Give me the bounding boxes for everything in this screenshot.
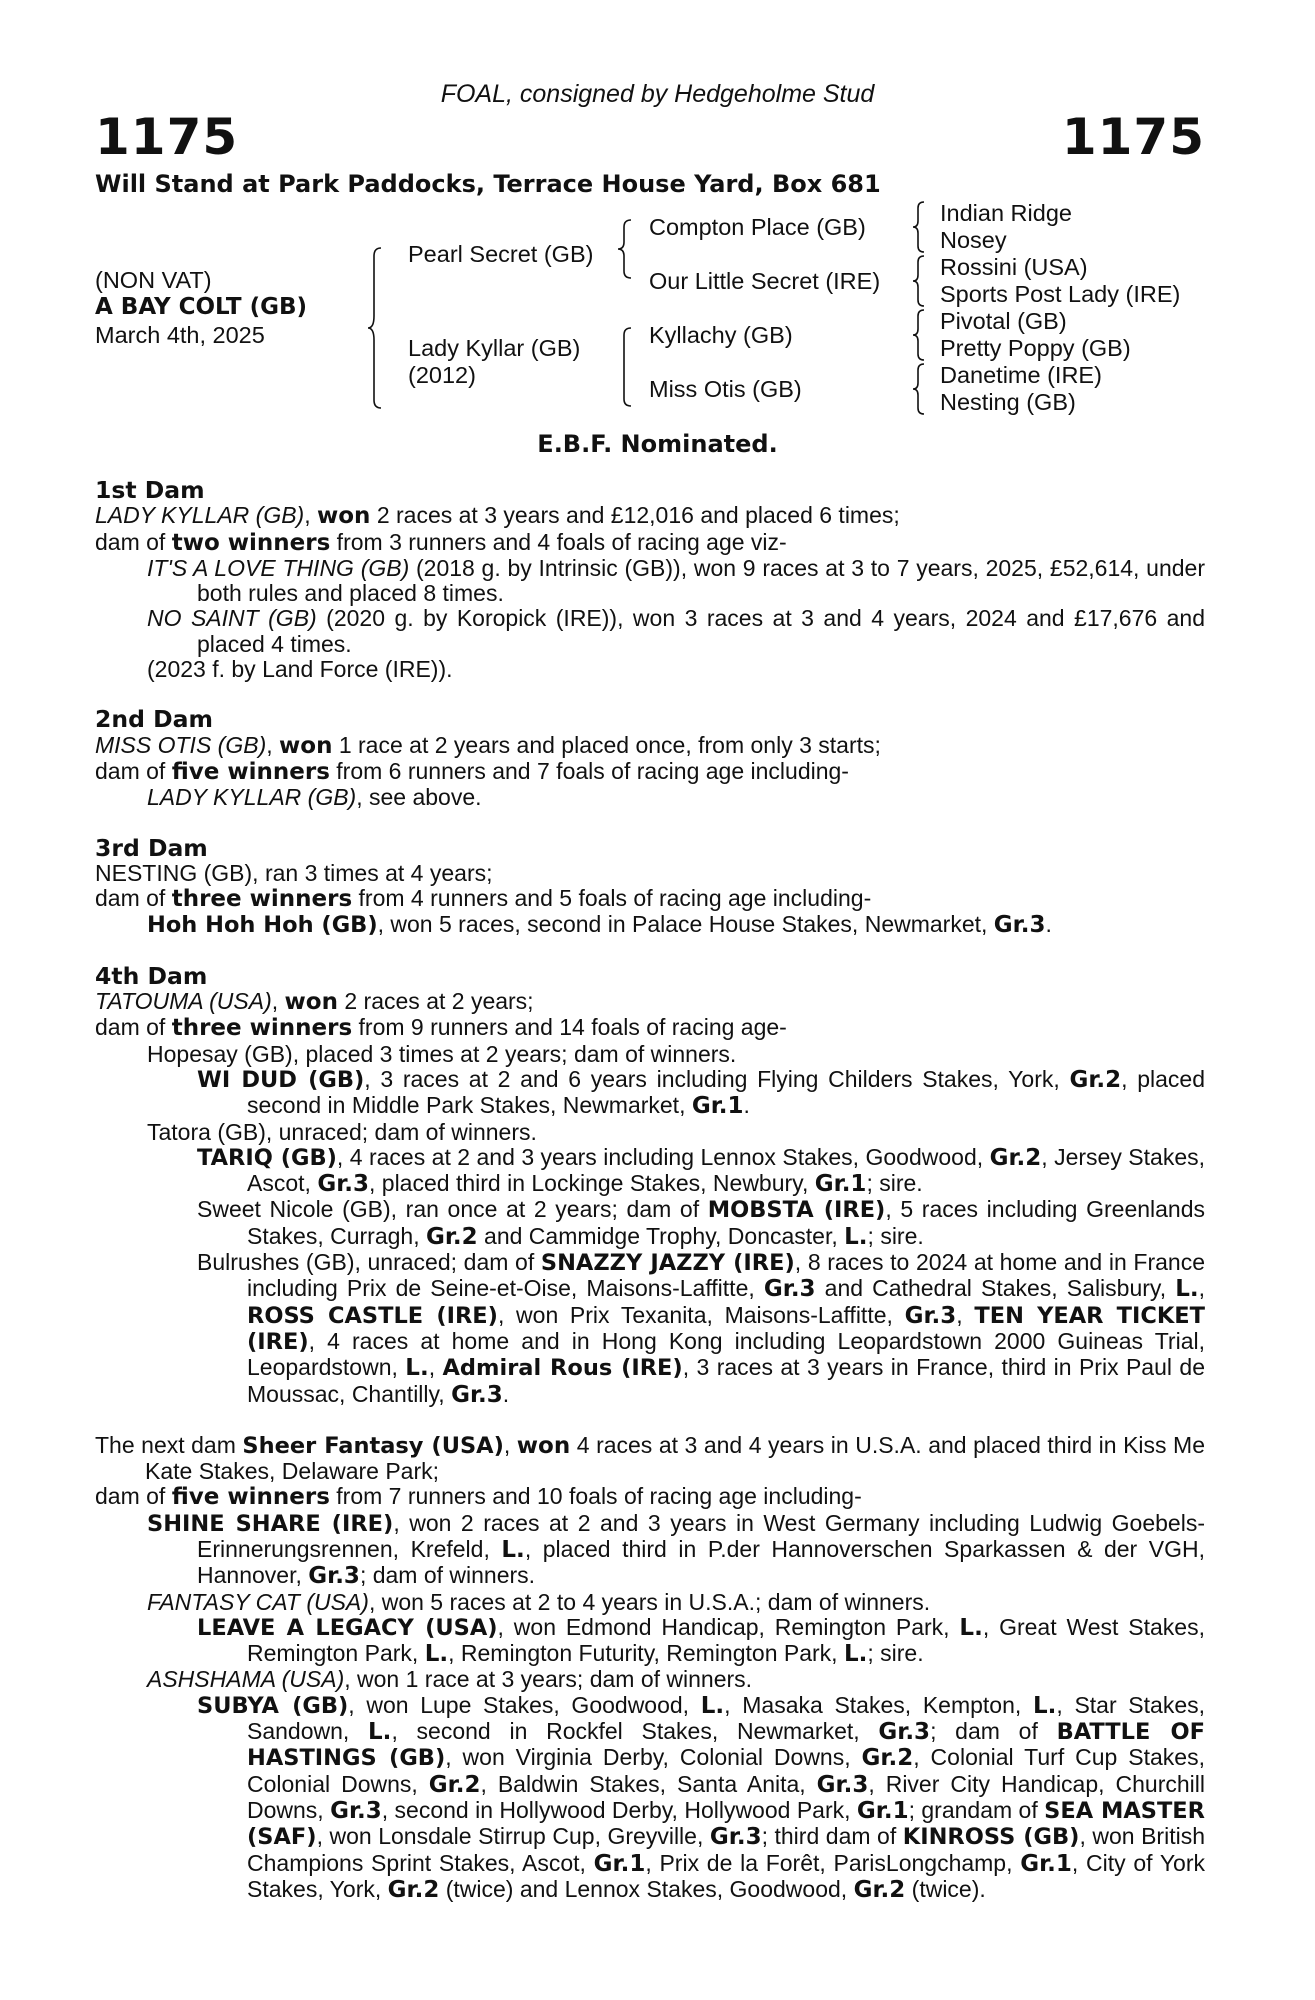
lot-number-right: 1175 — [1061, 108, 1205, 166]
gp-dam-dam-dam: Nesting (GB) — [940, 389, 1076, 415]
section-heading: 3rd Dam — [95, 833, 208, 862]
gp-sire-dam-sire: Rossini (USA) — [940, 254, 1088, 280]
produce-entry: FANTASY CAT (USA), won 5 races at 2 to 4 years in U.S.A.; dam of winners. — [147, 1588, 931, 1615]
produce-entry: Bulrushes (GB), unraced; dam of SNAZZY JAZZY (IRE), 8 races to 2024 at home and in France including Prix de Seine-et-Oise, Maisons-Laffitte, Gr.3 and Cathedral Stakes, Salisbury, L., ROSS CASTLE (IRE), won Prix Texanita, Maisons-Laffitte, Gr.3, TEN YEAR TICKET (IRE), 4 races at home and in Hong Kong including Leopardstown 2000 Guineas Trial, Leopardstown, L., Admiral Rous (IRE), 3 races at 3 years in France, third in Prix Paul de Moussac, Chantilly, Gr.3. — [197, 1249, 1205, 1408]
produce-entry: TARIQ (GB), 4 races at 2 and 3 years including Lennox Stakes, Goodwood, Gr.2, Jersey Stakes, Ascot, Gr.3, placed third in Lockinge Stakes, Newbury, Gr.1; sire. — [197, 1143, 1205, 1198]
produce-entry: (2023 f. by Land Force (IRE)). — [147, 656, 453, 683]
gp-dam-sire-dam: Pretty Poppy (GB) — [940, 335, 1131, 361]
gp-sire-sire-dam: Nosey — [940, 227, 1007, 253]
sire-bracket — [618, 220, 634, 278]
produce-summary: dam of two winners from 3 runners and 4 foals of racing age viz- — [95, 528, 787, 556]
gp-bracket-1 — [912, 202, 926, 252]
produce-entry: LADY KYLLAR (GB), see above. — [147, 784, 482, 811]
produce-entry: Hopesay (GB), placed 3 times at 2 years; dam of winners. — [147, 1040, 737, 1067]
produce-entry: ASHSHAMA (USA), won 1 race at 3 years; dam of winners. — [147, 1666, 753, 1693]
dam-sire: Kyllachy (GB) — [649, 322, 793, 348]
produce-summary: dam of three winners from 4 runners and 5 foals of racing age including- — [95, 885, 872, 913]
dam-record: LADY KYLLAR (GB), won 2 races at 3 years and £12,016 and placed 6 times; — [95, 502, 900, 530]
section-heading: 4th Dam — [95, 961, 208, 990]
dam-dam: Miss Otis (GB) — [649, 376, 802, 402]
produce-summary: dam of five winners from 6 runners and 7 foals of racing age including- — [95, 757, 849, 785]
gp-sire-dam-dam: Sports Post Lady (IRE) — [940, 281, 1181, 307]
lot-number-left: 1175 — [95, 108, 239, 166]
third-dam-section — [95, 833, 1205, 939]
second-dam-section — [95, 707, 1205, 810]
gp-bracket-2 — [912, 256, 926, 306]
main-bracket — [368, 248, 384, 408]
dam-bracket — [618, 328, 634, 406]
produce-entry: SHINE SHARE (IRE), won 2 races at 2 and 3 years in West Germany including Ludwig Goebels-Erinnerungsrennen, Krefeld, L., placed third in P.der Hannoverschen Sparkassen & der VGH, Hannover, Gr.3; dam of winners. — [147, 1509, 1205, 1590]
produce-entry: NO SAINT (GB) (2020 g. by Koropick (IRE)), won 3 races at 3 and 4 years, 2024 and £17,676 and placed 4 times. — [147, 605, 1205, 657]
foaling-date: March 4th, 2025 — [95, 322, 265, 348]
produce-entry: LEAVE A LEGACY (USA), won Edmond Handicap, Remington Park, L., Great West Stakes, Remington Park, L., Remington Futurity, Remington Park, L.; sire. — [197, 1613, 1205, 1668]
dam-year: (2012) — [408, 362, 476, 388]
gp-bracket-4 — [912, 364, 926, 414]
sire: Pearl Secret (GB) — [408, 241, 594, 267]
sire-dam: Our Little Secret (IRE) — [649, 268, 881, 294]
gp-bracket-3 — [912, 310, 926, 360]
produce-entry: Sweet Nicole (GB), ran once at 2 years; dam of MOBSTA (IRE), 5 races including Greenlands Stakes, Curragh, Gr.2 and Cammidge Trophy, Doncaster, L.; sire. — [197, 1196, 1206, 1250]
ebf-nominated: E.B.F. Nominated. — [537, 430, 778, 458]
fourth-dam-section — [95, 961, 1206, 1408]
produce-entry: IT'S A LOVE THING (GB) (2018 g. by Intrinsic (GB)), won 9 races at 3 to 7 years, 2025, £52,614, under both rules and placed 8 times. — [147, 554, 1205, 607]
produce-summary: dam of five winners from 7 runners and 10 foals of racing age including- — [95, 1483, 862, 1511]
catalogue-body — [95, 478, 1205, 1903]
produce-entry: WI DUD (GB), 3 races at 2 and 6 years including Flying Childers Stakes, York, Gr.2, placed second in Middle Park Stakes, Newmarket, Gr.1. — [197, 1065, 1205, 1120]
gp-dam-sire-sire: Pivotal (GB) — [940, 308, 1067, 334]
dam-record: NESTING (GB), ran 3 times at 4 years; — [95, 859, 493, 886]
stand-location: Will Stand at Park Paddocks, Terrace House Yard, Box 681 — [95, 170, 881, 198]
produce-entry: Tatora (GB), unraced; dam of winners. — [147, 1118, 537, 1145]
sire-sire: Compton Place (GB) — [649, 214, 866, 240]
section-heading: 2nd Dam — [95, 705, 213, 734]
first-dam-section — [95, 478, 1205, 682]
next-dam-section — [95, 1433, 1205, 1903]
consignment-subtitle: FOAL, consigned by Hedgeholme Stud — [440, 80, 875, 108]
produce-entry: Hoh Hoh Hoh (GB), won 5 races, second in Palace House Stakes, Newmarket, Gr.3. — [147, 911, 1052, 939]
dam-record: TATOUMA (USA), won 2 races at 2 years; — [95, 988, 534, 1016]
vat-status: (NON VAT) — [95, 267, 212, 293]
dam: Lady Kyllar (GB) — [408, 335, 581, 361]
horse-name: A BAY COLT (GB) — [95, 294, 308, 320]
produce-summary: dam of three winners from 9 runners and 14 foals of racing age- — [95, 1014, 787, 1042]
dam-record: MISS OTIS (GB), won 1 race at 2 years and placed once, from only 3 starts; — [95, 731, 881, 759]
gp-dam-dam-sire: Danetime (IRE) — [940, 362, 1102, 388]
dam-record: The next dam Sheer Fantasy (USA), won 4 races at 3 and 4 years in U.S.A. and placed third in Kiss Me Kate Stakes, Delaware Park; — [95, 1431, 1205, 1485]
produce-entry: SUBYA (GB), won Lupe Stakes, Goodwood, L., Masaka Stakes, Kempton, L., Star Stakes, Sandown, L., second in Rockfel Stakes, Newmarket, Gr.3; dam of BATTLE OF HASTINGS (GB), won Virginia Derby, Colonial Downs, Gr.2, Colonial Turf Cup Stakes, Colonial Downs, Gr.2, Baldwin Stakes, Santa Anita, Gr.3, River City Handicap, Churchill Downs, Gr.3, second in Hollywood Derby, Hollywood Park, Gr.1; grandam of SEA MASTER (SAF), won Lonsdale Stirrup Cup, Greyville, Gr.3; third dam of KINROSS (GB), won British Champions Sprint Stakes, Ascot, Gr.1, Prix de la Forêt, ParisLongchamp, Gr.1, City of York Stakes, York, Gr.2 (twice) and Lennox Stakes, Goodwood, Gr.2 (twice). — [197, 1691, 1206, 1903]
section-heading: 1st Dam — [95, 476, 205, 504]
gp-sire-sire-sire: Indian Ridge — [940, 200, 1072, 226]
